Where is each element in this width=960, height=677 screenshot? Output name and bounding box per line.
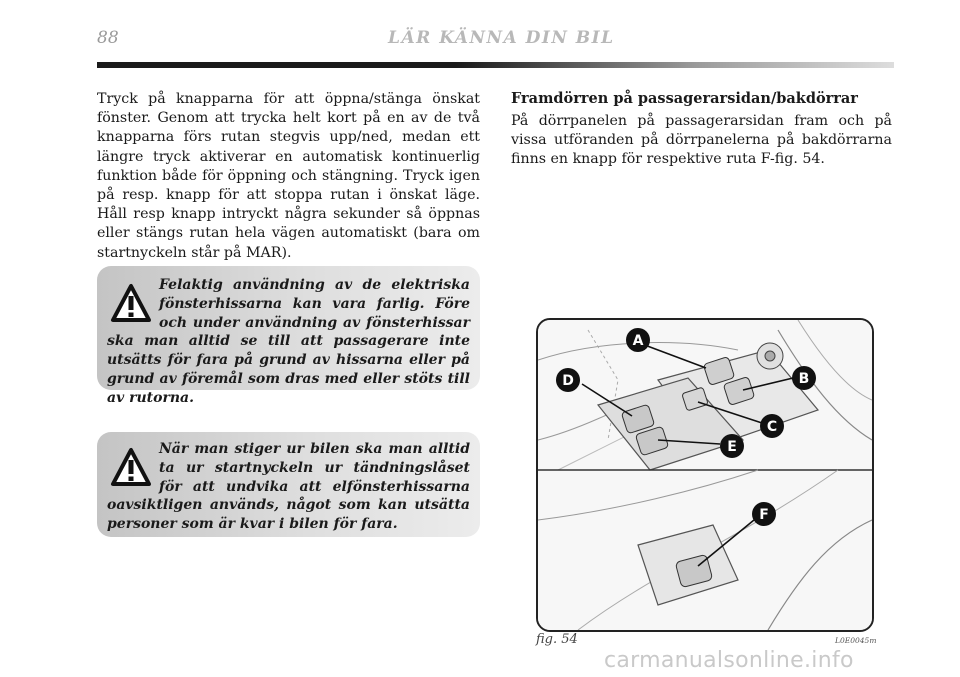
- warning-text-2: När man stiger ur bilen ska man alltid ta ur startnyckeln ur tändningslåset för att undvika att elfönsterhissarna oavsiktligen används, något som kan utsätta personer som är kvar i bilen för fara.: [107, 441, 470, 533]
- warning-triangle-icon: [107, 276, 155, 332]
- header-rule: [97, 62, 894, 68]
- warning-box-1: [97, 266, 480, 406]
- svg-text:A: A: [632, 333, 644, 349]
- right-body-paragraph: På dörrpanelen på passagerarsidan fram och på vissa utföranden på dörrpanelerna på bakdörrarna finns en knapp för respektive ruta F-fig. 54.: [511, 113, 892, 168]
- figure-code: L0E0045m: [835, 636, 877, 645]
- warning-text-1: Felaktig användning av de elektriska fönsterhissarna kan vara farlig. Före och under användning av fönsterhissar ska man alltid se till att passagerare inte utsätts för fara på grund av hissarna eller på grund av föremål som dras med eller stöts till av rutorna.: [107, 277, 470, 406]
- callout-e: [720, 434, 744, 458]
- warning-triangle-icon: [107, 440, 155, 496]
- callout-d: [556, 368, 580, 392]
- page-number: 88: [97, 28, 119, 48]
- left-body-paragraph: Tryck på knapparna för att öppna/stänga önskat fönster. Genom att trycka helt kort på en av de två knapparna förs rutan stegvis upp/ned, medan ett längre tryck aktiverar en automatisk kontinuerlig funktion både för öppning och stängning. Tryck igen på resp. knapp för att stoppa rutan i önskat läge. Håll resp knapp intryckt några sekunder så öppnas eller stängs rutan hela vägen automatiskt (bara om startnyckeln står på MAR).: [97, 91, 480, 261]
- figure-caption: fig. 54: [536, 632, 578, 647]
- callout-b: [792, 366, 816, 390]
- watermark: carmanualsonline.info: [604, 648, 854, 673]
- svg-text:B: B: [798, 371, 810, 387]
- callout-f: [752, 502, 776, 526]
- page-header-title: LÄR KÄNNA DIN BIL: [388, 28, 615, 48]
- figure-window-switches: [536, 318, 874, 632]
- window-switch-illustration: [538, 320, 872, 630]
- callout-a: [626, 328, 650, 352]
- section-heading: Framdörren på passagerarsidan/bakdörrar: [511, 90, 858, 107]
- svg-text:D: D: [562, 373, 574, 389]
- callout-c: [760, 414, 784, 438]
- svg-text:C: C: [766, 419, 778, 435]
- warning-box-2: [97, 432, 480, 537]
- svg-text:F: F: [759, 507, 769, 523]
- svg-text:E: E: [727, 439, 737, 455]
